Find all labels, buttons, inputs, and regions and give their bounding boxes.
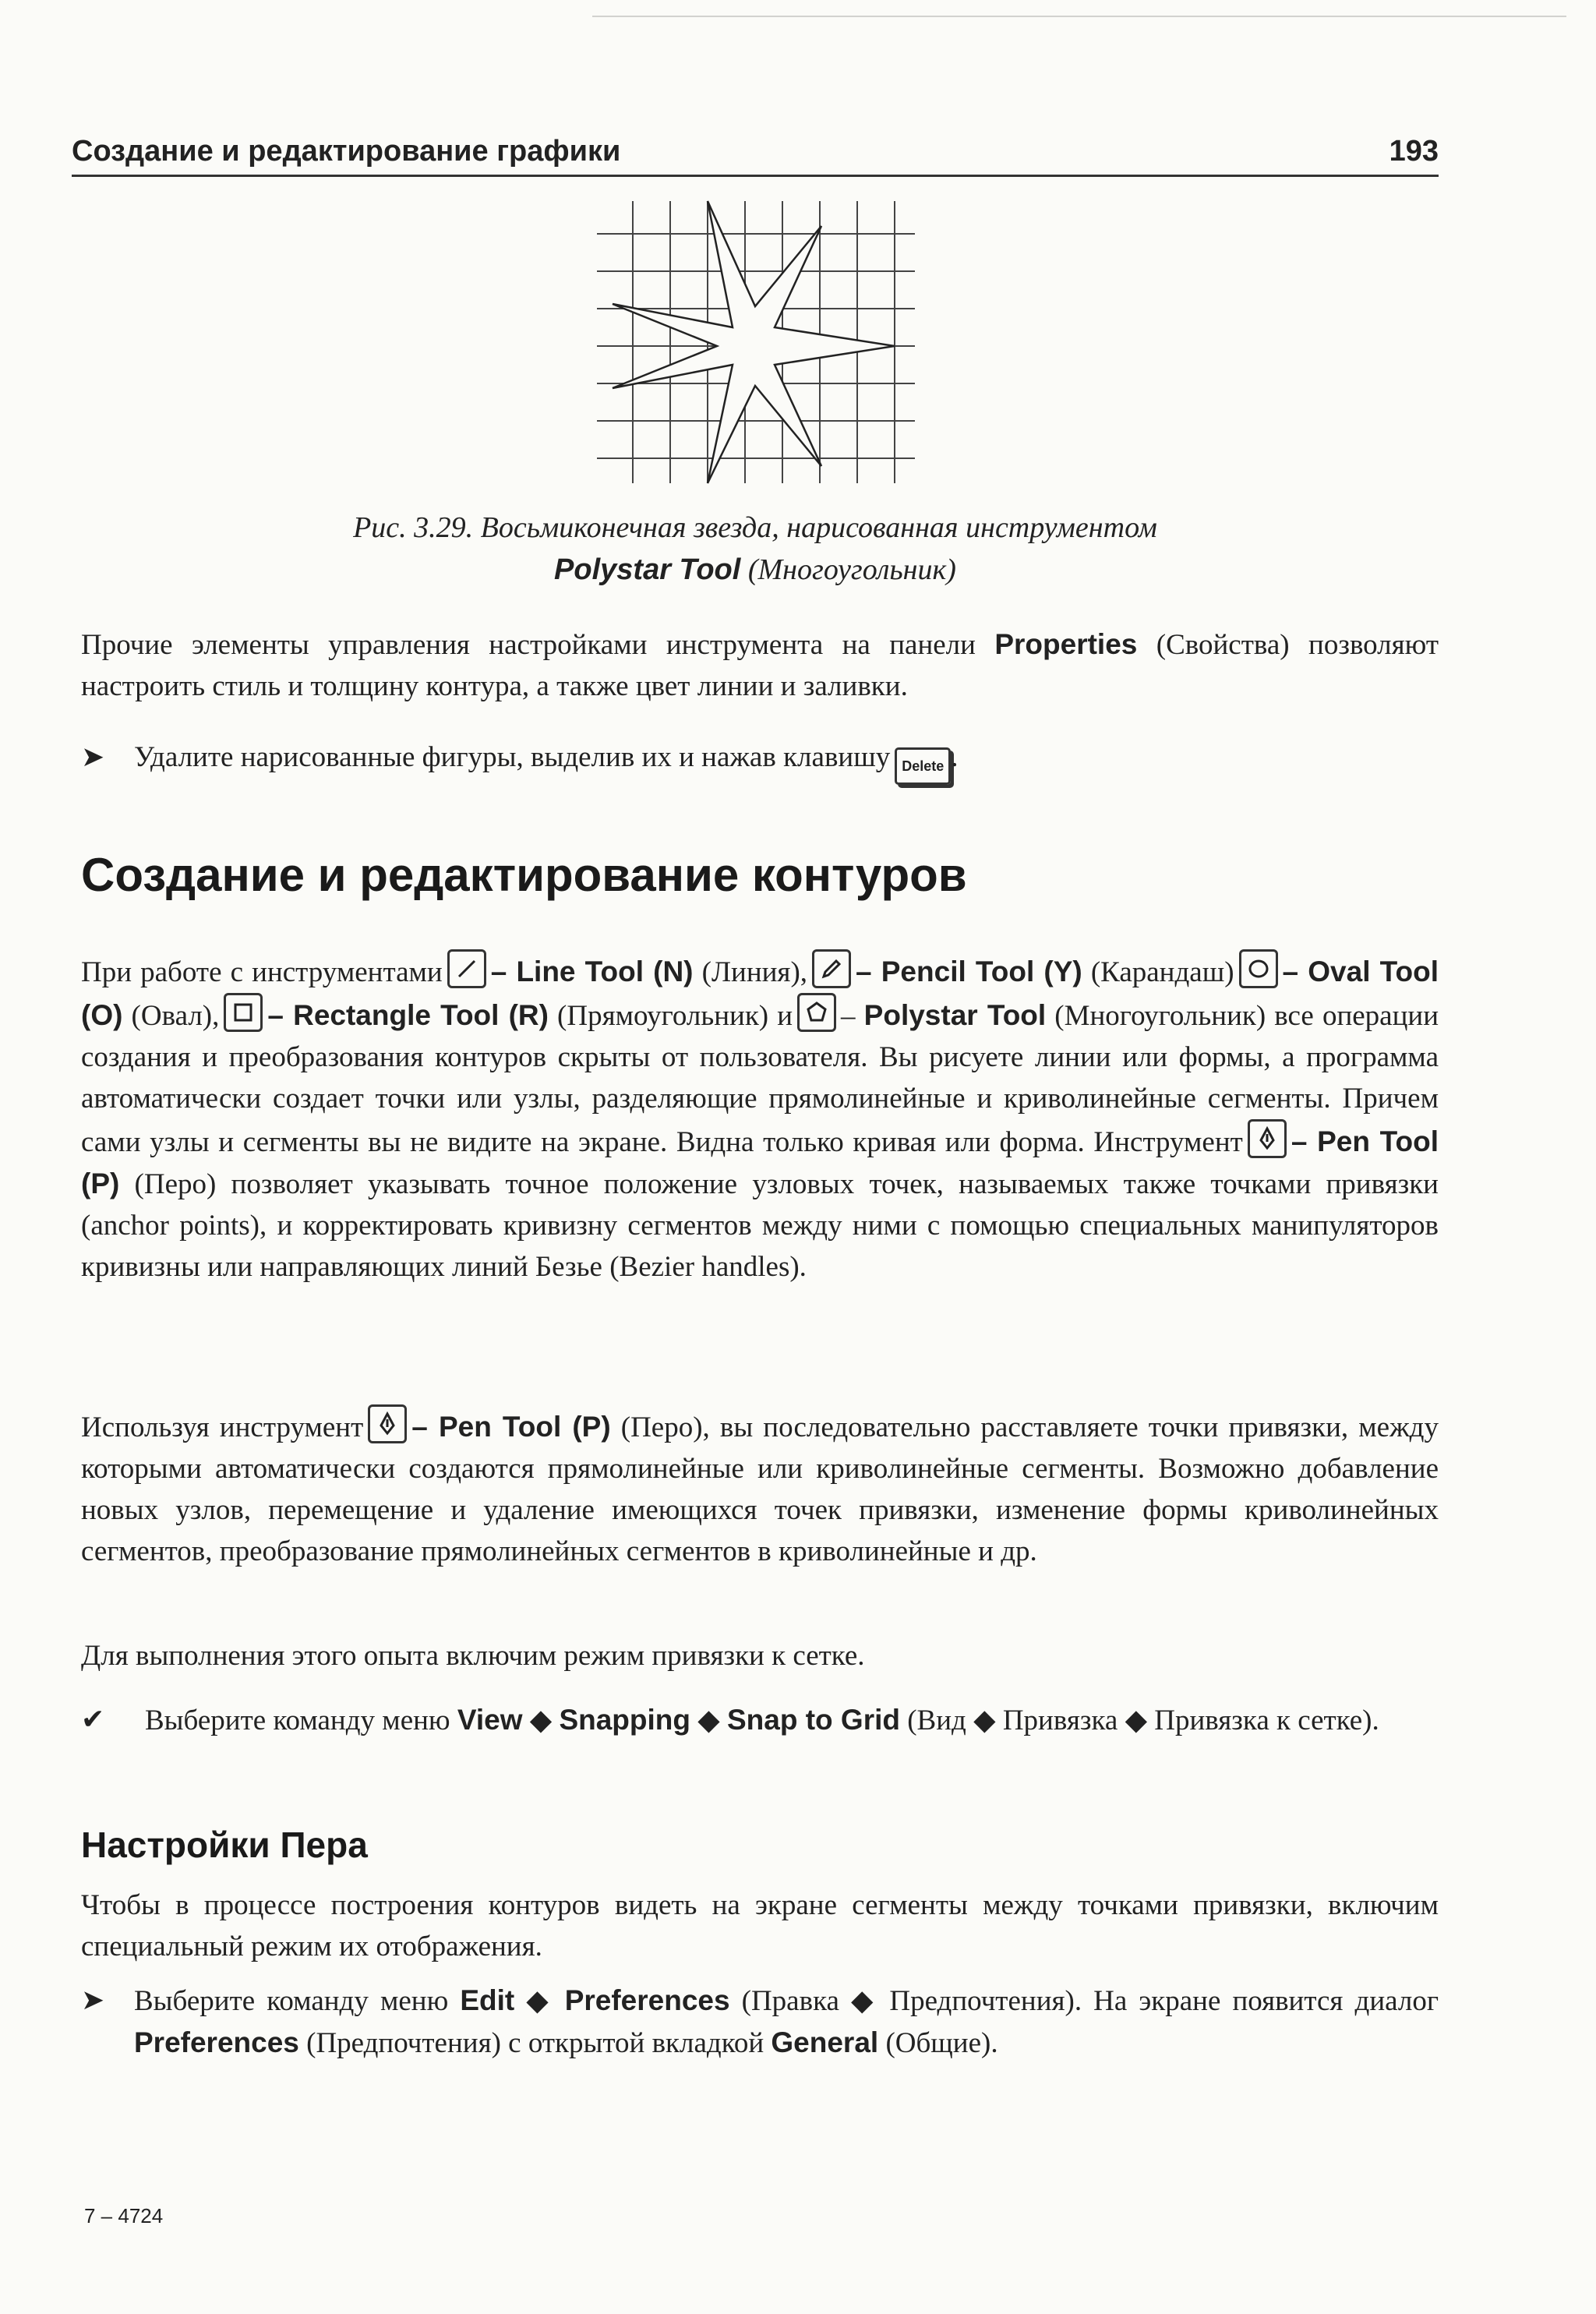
star-figure xyxy=(592,195,920,489)
text: Привязка xyxy=(995,1705,1125,1736)
tab-general: General xyxy=(771,2026,879,2058)
text: Привязка к сетке). xyxy=(1147,1705,1379,1736)
menu-edit: Edit xyxy=(460,1984,515,2016)
line-tool-icon xyxy=(447,949,486,988)
menu-separator: ◆ xyxy=(1125,1705,1148,1736)
text: (Предпочтения) с открытой вкладкой xyxy=(298,2027,772,2059)
menu-separator: ◆ xyxy=(973,1705,996,1736)
rectangle-tool-icon xyxy=(224,993,263,1032)
delete-key-icon: Delete xyxy=(895,747,951,785)
text: При работе с инструментами xyxy=(81,956,443,988)
pencil-tool-icon xyxy=(812,949,851,988)
text: (Линия), xyxy=(693,956,808,988)
text: (Свойства) позволяют настроить стиль и толщину контура, а также цвет линии и заливки. xyxy=(81,629,1439,702)
pen-tool-icon xyxy=(368,1404,407,1443)
oval-tool-icon xyxy=(1239,949,1278,988)
ui-term-properties: Properties xyxy=(994,628,1138,660)
text: (Прямоугольник) и xyxy=(548,1000,793,1032)
subsection-title: Настройки Пера xyxy=(81,1825,368,1865)
caption-tool-name: Polystar Tool xyxy=(554,553,741,586)
menu-separator: ◆ xyxy=(697,1705,720,1736)
polystar-tool-icon xyxy=(797,993,836,1032)
running-header-title: Создание и редактирование графики xyxy=(72,135,621,168)
dialog-preferences: Preferences xyxy=(134,2026,299,2058)
ui-term-pen-tool: – Pen Tool (P) xyxy=(411,1411,611,1443)
text: Прочие элементы управления настройками инструмента на панели xyxy=(81,629,995,661)
ui-term-rectangle-tool: – Rectangle Tool (R) xyxy=(267,999,549,1031)
paragraph-snap-grid: Для выполнения этого опыта включим режим привязки к сетке. xyxy=(81,1640,865,1672)
menu-view: View xyxy=(457,1704,523,1736)
pen-tool-icon xyxy=(1248,1119,1287,1158)
text: (Правка xyxy=(729,1985,851,2017)
menu-snapping: Snapping xyxy=(559,1704,690,1736)
ui-term-pen-tool: – Pen Tool (P) xyxy=(81,1125,1439,1199)
text: (Многоугольник) все операции создания и преобразования контуров скрыты от пользователя. Вы рисуете линии или формы, а программа автоматически создает точки или узлы, разделяющие прямолинейные и криволинейные сегменты. Причем сами узлы и сегменты вы не видите на экране. Видна только кривая или форма. Инструмент xyxy=(81,1000,1439,1158)
menu-preferences: Preferences xyxy=(564,1984,730,2016)
paragraph-properties xyxy=(81,624,1439,707)
eight-pointed-star xyxy=(613,201,895,483)
bullet-delete-shapes xyxy=(134,737,1439,785)
scan-top-mark xyxy=(592,16,1566,17)
page-number: 193 xyxy=(1389,135,1439,168)
check-mark: ✔ xyxy=(81,1704,105,1735)
bullet-edit-preferences xyxy=(134,1980,1439,2064)
text: (Вид xyxy=(899,1705,974,1736)
text: Предпочтения). На экране появится диалог xyxy=(877,1985,1439,2017)
paragraph-pen-settings: Чтобы в процессе построения контуров видеть на экране сегменты между точками привязки, включим специальный режим их отображения. xyxy=(81,1889,1439,1962)
ui-term-pencil-tool: – Pencil Tool (Y) xyxy=(856,956,1082,987)
text: Выберите команду меню xyxy=(134,1985,461,2017)
check-snap-to-grid xyxy=(145,1699,1439,1741)
text: Удалите нарисованные фигуры, выделив их и нажав клавишу xyxy=(134,741,891,773)
ui-term-polystar-tool: Polystar Tool xyxy=(863,999,1047,1031)
menu-separator: ◆ xyxy=(851,1985,878,2017)
menu-separator: ◆ xyxy=(529,1705,553,1736)
text: Выберите команду меню xyxy=(145,1705,457,1736)
menu-snap-to-grid: Snap to Grid xyxy=(726,1704,900,1736)
ui-term-oval-tool: – Oval Tool (O) xyxy=(81,956,1439,1031)
bullet-arrow: ➤ xyxy=(81,1984,105,2015)
bullet-arrow: ➤ xyxy=(81,741,105,772)
ui-term-line-tool: – Line Tool (N) xyxy=(490,956,694,987)
text: . xyxy=(951,741,959,773)
menu-separator: ◆ xyxy=(526,1985,553,2017)
figure-caption xyxy=(72,507,1439,591)
text: (Овал), xyxy=(122,1000,220,1032)
running-header xyxy=(72,131,1439,177)
caption-tool-translation: (Многоугольник) xyxy=(747,553,956,586)
text: (Перо) позволяет указывать точное положение узловых точек, называемых также точками привязки (anchor points), и корректировать кривизну сегментов между ними с помощью специальных манипуляторов кривизны или направляющих линий Безье (Bezier handles). xyxy=(81,1168,1439,1283)
text: (Перо), вы последовательно расставляете точки привязки, между которыми автоматически создаются прямолинейные или криволинейные сегменты. Возможно добавление новых узлов, перемещение и удаление имеющихся точек привязки, изменение формы криволинейных сегментов, преобразование прямолинейных сегментов в криволинейные и др. xyxy=(81,1411,1439,1567)
text: (Карандаш) xyxy=(1082,956,1234,988)
text: Используя инструмент xyxy=(81,1411,364,1443)
section-title: Создание и редактирование контуров xyxy=(81,849,967,901)
text: (Общие). xyxy=(878,2027,998,2059)
caption-line-2 xyxy=(72,549,1439,591)
paragraph-pen-tool xyxy=(81,1404,1439,1572)
paragraph-tools xyxy=(81,949,1439,1288)
text: – xyxy=(841,1000,856,1032)
caption-line-1: Рис. 3.29. Восьмиконечная звезда, нарисованная инструментом xyxy=(353,511,1157,544)
signature-number: 7 – 4724 xyxy=(84,2204,164,2227)
